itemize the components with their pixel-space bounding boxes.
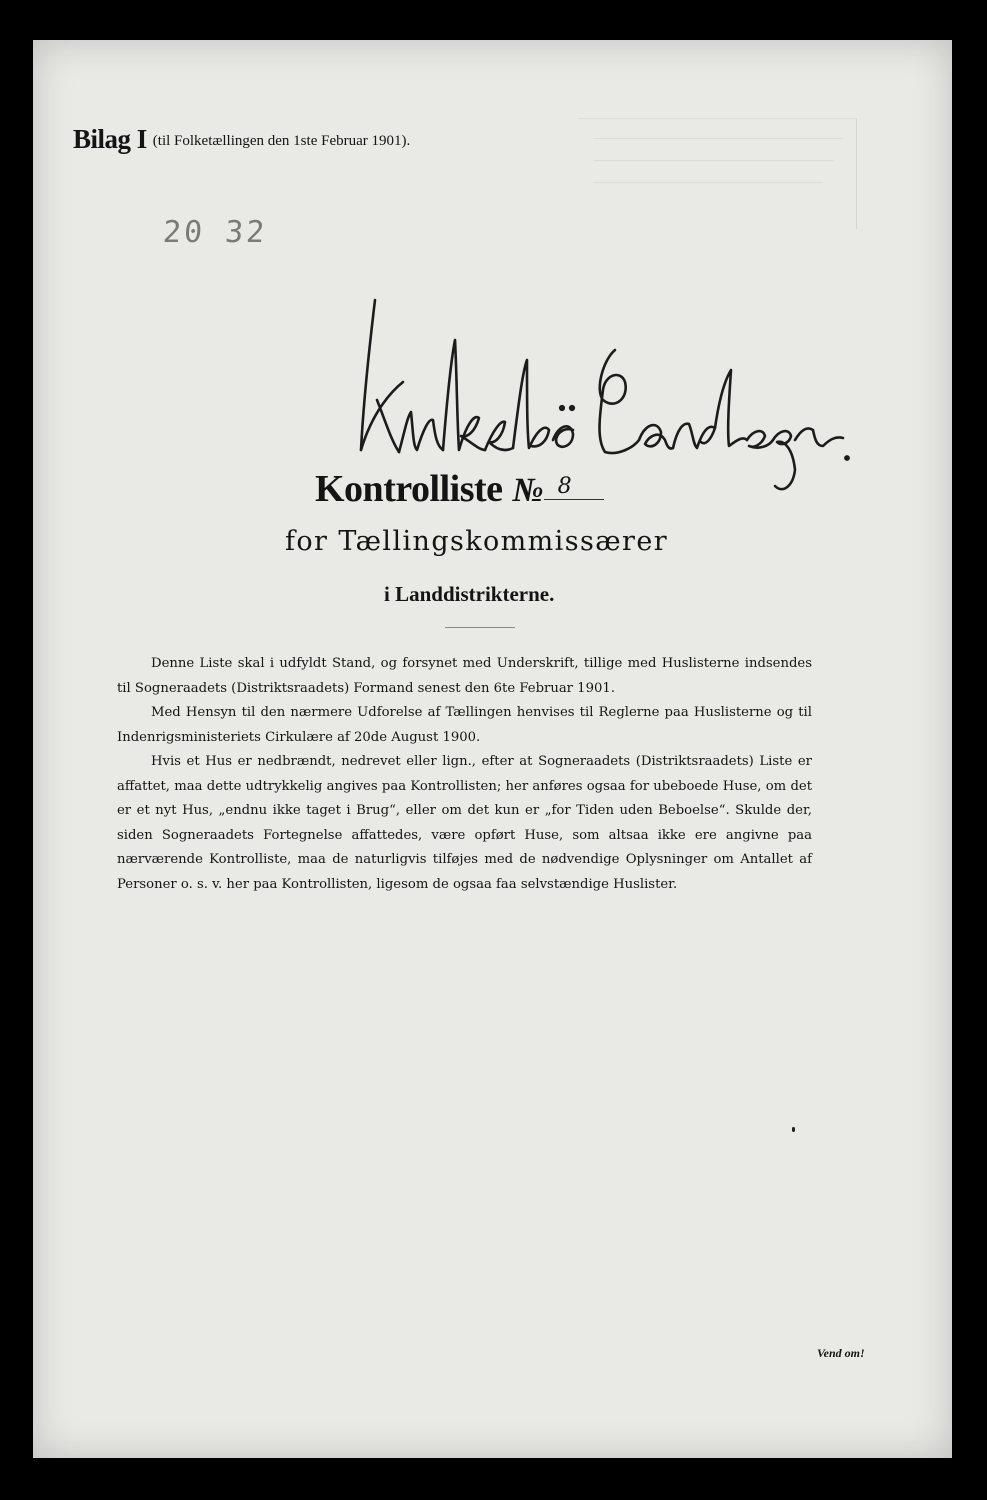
appendix-header — [73, 124, 410, 155]
turn-over-note: Vend om! — [817, 1346, 865, 1360]
number-sign: № — [512, 472, 544, 509]
instructions-body — [117, 652, 812, 897]
district-heading: i Landdistrikterne. — [384, 582, 555, 606]
ink-speck — [792, 1127, 795, 1132]
form-title-text: Kontrolliste — [315, 468, 503, 510]
handwritten-parish-text: Kirkebö Landsogn — [333, 275, 481, 294]
section-divider — [445, 627, 515, 628]
handwritten-number: 32 — [223, 215, 269, 250]
instruction-paragraph: Med Hensyn til den nærmere Udforelse af Tællingen henvises til Reglerne paa Huslisterne og til Indenrigsministeriets Cirkulære af 20de August 1900. — [117, 705, 812, 745]
list-number-field: 8 — [544, 474, 604, 500]
appendix-label: Bilag I — [73, 124, 147, 154]
instruction-paragraph: Hvis et Hus er nedbrændt, nedrevet eller lign., efter at Sogneraadets (Distriktsraadets) Liste er affattet, maa dette udtrykkelig angives paa Kontrollisten; her anføres ogsaa for ubeboede Huse, om det er et nyt Hus, „endnu ikke taget i Brug“, eller om det kun er „for Tiden uden Beboelse“. Skulde der, siden Sogneraadets Fortegnelse affattedes, være opført Huse, som altsaa ikke ere angivne paa nærværende Kontrolliste, maa de naturligvis tilføjes med de nødvendige Oplysninger om Antallet af Personer o. s. v. her paa Kontrollisten, ligesom de ogsaa faa selvstændige Huslister. — [117, 754, 812, 892]
handwritten-reference-numbers — [162, 215, 269, 250]
handwritten-number: 20 — [161, 215, 207, 250]
bleed-through-line — [593, 182, 823, 183]
instruction-paragraph: Denne Liste skal i udfyldt Stand, og forsynet med Underskrift, tillige med Huslisterne indsendes til Sogneraadets (Distriktsraadets) Formand senest den 6te Februar 1901. — [117, 656, 812, 696]
form-subtitle: for Tællingskommissærer — [285, 526, 669, 557]
appendix-note: (til Folketællingen den 1ste Februar 1901). — [152, 133, 411, 149]
form-title — [315, 467, 604, 511]
bleed-through-line — [593, 160, 833, 161]
document-page — [33, 40, 952, 1458]
bleed-through-box — [578, 118, 857, 229]
bleed-through-line — [593, 138, 843, 139]
